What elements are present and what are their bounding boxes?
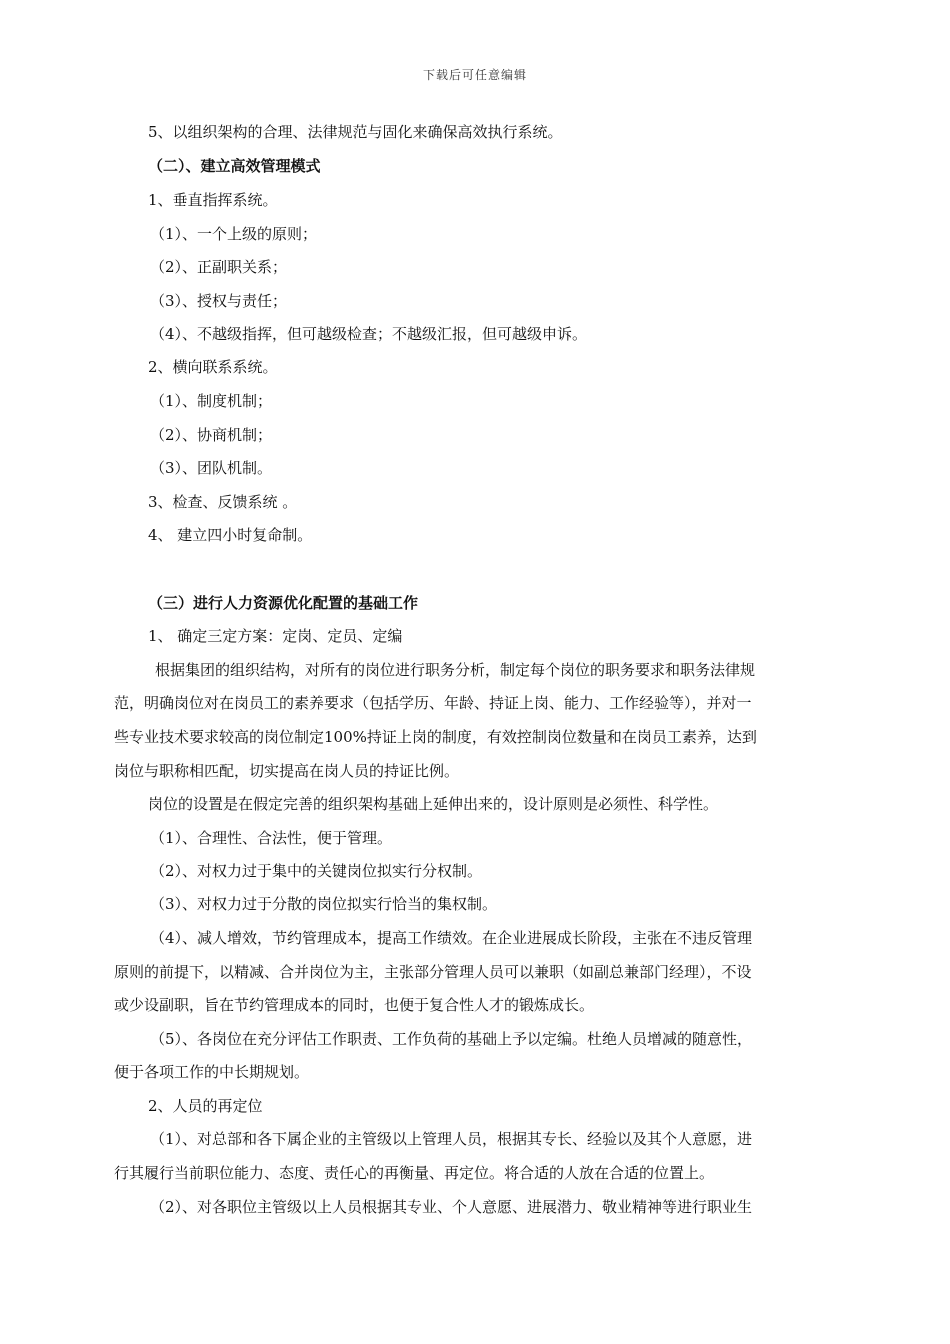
text-line: 或少设副职，旨在节约管理成本的同时，也便于复合性人才的锻炼成长。 xyxy=(114,996,595,1014)
text-line: 2、横向联系系统。 xyxy=(148,358,278,376)
text-line: （3）、团队机制。 xyxy=(150,459,273,477)
text-line: （4）、减人增效，节约管理成本，提高工作绩效。在企业进展成长阶段，主张在不违反管理 xyxy=(150,929,753,947)
text-line: （4）、不越级指挥，但可越级检查；不越级汇报，但可越级申诉。 xyxy=(150,325,588,343)
section-heading: （三）进行人力资源优化配置的基础工作 xyxy=(148,594,419,612)
text-line: （1）、对总部和各下属企业的主管级以上管理人员，根据其专长、经验以及其个人意愿，进 xyxy=(150,1130,753,1148)
text-line: （2）、正副职关系； xyxy=(150,258,288,276)
text-line: 便于各项工作的中长期规划。 xyxy=(114,1063,310,1081)
text-line: （2）、协商机制； xyxy=(150,426,273,444)
section-heading: （二）、建立高效管理模式 xyxy=(148,157,321,175)
text-line: （1）、一个上级的原则； xyxy=(150,225,318,243)
text-line: 1、垂直指挥系统。 xyxy=(148,191,278,209)
text-line: 3、检查、反馈系统 。 xyxy=(148,493,298,511)
text-line: 4、 建立四小时复命制。 xyxy=(148,526,313,544)
text-line: 岗位的设置是在假定完善的组织架构基础上延伸出来的，设计原则是必须性、科学性。 xyxy=(148,795,719,813)
text-line: 5、以组织架构的合理、法律规范与固化来确保高效执行系统。 xyxy=(148,123,563,141)
text-line: （5）、各岗位在充分评估工作职责、工作负荷的基础上予以定编。杜绝人员增减的随意性， xyxy=(150,1030,753,1048)
text-line: （1）、制度机制； xyxy=(150,392,273,410)
text-line: （2）、对各职位主管级以上人员根据其专业、个人意愿、进展潜力、敬业精神等进行职业生 xyxy=(150,1198,753,1216)
text-line: 根据集团的组织结构，对所有的岗位进行职务分析，制定每个岗位的职务要求和职务法律规 xyxy=(155,661,756,679)
text-line: 些专业技术要求较高的岗位制定100%持证上岗的制度，有效控制岗位数量和在岗员工素养，达到 xyxy=(114,728,757,746)
text-line: 1、 确定三定方案：定岗、定员、定编 xyxy=(148,627,403,645)
text-line: （3）、对权力过于分散的岗位拟实行恰当的集权制。 xyxy=(150,895,498,913)
text-line: 2、人员的再定位 xyxy=(148,1097,263,1115)
page-header: 下载后可任意编辑 xyxy=(422,68,527,82)
text-line: 岗位与职称相匹配，切实提高在岗人员的持证比例。 xyxy=(114,762,460,780)
text-line: （3）、授权与责任； xyxy=(150,292,288,310)
text-line: 范，明确岗位对在岗员工的素养要求（包括学历、年龄、持证上岗、能力、工作经验等），并对一 xyxy=(114,694,752,712)
text-line: （1）、合理性、合法性，便于管理。 xyxy=(150,829,393,847)
text-line: 行其履行当前职位能力、态度、责任心的再衡量、再定位。将合适的人放在合适的位置上。 xyxy=(114,1164,715,1182)
text-line: （2）、对权力过于集中的关键岗位拟实行分权制。 xyxy=(150,862,483,880)
text-line: 原则的前提下，以精减、合并岗位为主，主张部分管理人员可以兼职（如副总兼部门经理），不设 xyxy=(114,963,752,981)
